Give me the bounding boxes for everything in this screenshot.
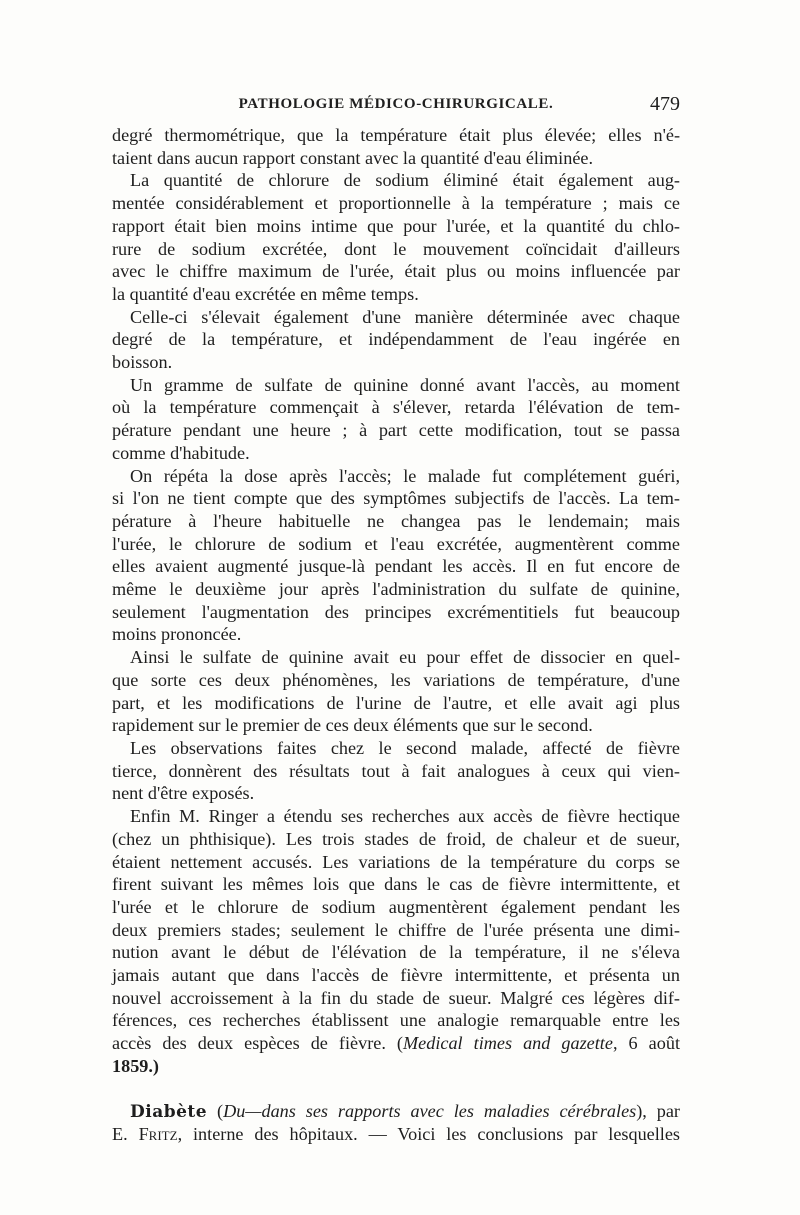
text-line: accès des deux espèces de fièvre. (Medical times and gazette, 6 août bbox=[112, 1033, 680, 1054]
text-line: nution avant le début de l'élévation de la température, il ne s'éleva bbox=[112, 942, 680, 963]
author-line-rest: , interne des hôpitaux. — Voici les conclusions par lesquelles bbox=[177, 1124, 680, 1145]
text-line: degré de la température, et indépendamment de l'eau ingérée en bbox=[112, 329, 680, 350]
text-line: Un gramme de sulfate de quinine donné avant l'accès, au moment bbox=[130, 374, 680, 395]
paragraph bbox=[112, 124, 680, 169]
paragraph bbox=[112, 737, 680, 805]
text-line: si l'on ne tient compte que des symptômes subjectifs de l'accès. La tem- bbox=[112, 488, 680, 509]
text-line: Ainsi le sulfate de quinine avait eu pour effet de dissocier en quel- bbox=[130, 647, 680, 668]
text-line: mentée considérablement et proportionnelle à la température ; mais ce bbox=[112, 193, 680, 214]
text-line: Les observations faites chez le second malade, affecté de fièvre bbox=[130, 737, 680, 758]
paragraph bbox=[112, 306, 680, 374]
paragraph bbox=[112, 646, 680, 737]
text-line: taient dans aucun rapport constant avec la quantité d'eau éliminée. bbox=[112, 147, 594, 168]
text-line: 1859.) bbox=[112, 1055, 159, 1076]
author-initial: E. bbox=[112, 1124, 128, 1145]
author-name: Fritz bbox=[138, 1124, 178, 1145]
text-line: nent d'être exposés. bbox=[112, 783, 255, 804]
text-line: rure de sodium excrétée, dont le mouvement coïncidait d'ailleurs bbox=[112, 238, 680, 259]
text-line: deux premiers stades; seulement le chiffre de l'urée présenta une dimi- bbox=[112, 919, 680, 940]
running-head bbox=[112, 93, 680, 120]
section-gap bbox=[112, 1078, 680, 1100]
text-line: part, et les modifications de l'urine de l'autre, et elle avait agi plus bbox=[112, 692, 680, 713]
author-line bbox=[112, 1123, 680, 1146]
section-heading-line bbox=[112, 1100, 680, 1124]
section-diabete bbox=[112, 1100, 680, 1146]
text-line: avec le chiffre maximum de l'urée, était plus ou moins influencée par bbox=[112, 261, 680, 282]
paragraph bbox=[112, 465, 680, 647]
paragraph bbox=[112, 169, 680, 305]
text-line: (chez un phthisique). Les trois stades de froid, de chaleur et de sueur, bbox=[112, 828, 680, 849]
text-line: degré thermométrique, que la température était plus élevée; elles n'é- bbox=[112, 125, 680, 145]
text-line: étaient nettement accusés. Les variations de la température du corps se bbox=[112, 851, 680, 872]
text-line: On répéta la dose après l'accès; le malade fut complétement guéri, bbox=[130, 465, 680, 486]
text-line: boisson. bbox=[112, 352, 173, 373]
text-line: même le deuxième jour après l'administration du sulfate de quinine, bbox=[112, 579, 680, 600]
text-line: Celle-ci s'élevait également d'une manière déterminée avec chaque bbox=[130, 306, 680, 327]
text-line: comme d'habitude. bbox=[112, 442, 250, 463]
text-line: firent suivant les mêmes lois que dans le cas de fièvre intermittente, et bbox=[112, 874, 680, 895]
text-line: tierce, donnèrent des résultats tout à fait analogues à ceux qui vien- bbox=[112, 760, 680, 781]
text-line: où la température commençait à s'élever, retarda l'élévation de tem- bbox=[112, 397, 680, 418]
heading-paren-open: ( bbox=[207, 1100, 224, 1121]
text-line: la quantité d'eau excrétée en même temps. bbox=[112, 283, 419, 304]
text-line: férences, ces recherches établissent une analogie remarquable entre les bbox=[112, 1010, 680, 1031]
page-number: 479 bbox=[650, 93, 680, 115]
text-line: seulement l'augmentation des principes excrémentitiels fut beaucoup bbox=[112, 601, 680, 622]
text-line: l'urée et le chlorure de sodium augmentèrent également pendant les bbox=[112, 896, 680, 917]
paragraph bbox=[112, 805, 680, 1077]
heading-paren-close: ), par bbox=[636, 1100, 680, 1121]
text-line: La quantité de chlorure de sodium éliminé était également aug- bbox=[130, 170, 680, 191]
paragraph bbox=[112, 374, 680, 465]
body-text bbox=[112, 124, 680, 1146]
running-title: PATHOLOGIE MÉDICO-CHIRURGICALE. bbox=[238, 96, 554, 112]
text-line: rapidement sur le premier de ces deux éléments que sur le second. bbox=[112, 715, 593, 736]
text-line: l'urée, le chlorure de sodium et l'eau excrétée, augmentèrent comme bbox=[112, 533, 680, 554]
section-heading-word: Diabète bbox=[130, 1101, 208, 1122]
text-line: pérature pendant une heure ; à part cette modification, tout se passa bbox=[112, 420, 680, 441]
section-subtitle: Du—dans ses rapports avec les maladies cérébrales bbox=[223, 1100, 637, 1121]
text-line: rapport était bien moins intime que pour l'urée, et la quantité du chlo- bbox=[112, 215, 680, 236]
text-line: elles avaient augmenté jusque-là pendant les accès. Il en fut encore de bbox=[112, 556, 680, 577]
journal-title: Medical times and gazette bbox=[403, 1033, 613, 1054]
text-line: pérature à l'heure habituelle ne changea pas le lendemain; mais bbox=[112, 510, 680, 531]
text-line: que sorte ces deux phénomènes, les variations de température, d'une bbox=[112, 669, 680, 690]
text-line: moins prononcée. bbox=[112, 624, 242, 645]
text-line: nouvel accroissement à la fin du stade de sueur. Malgré ces légères dif- bbox=[112, 987, 680, 1008]
text-line: Enfin M. Ringer a étendu ses recherches aux accès de fièvre hectique bbox=[130, 806, 680, 827]
text-line: jamais autant que dans l'accès de fièvre intermittente, et présenta un bbox=[112, 965, 680, 986]
